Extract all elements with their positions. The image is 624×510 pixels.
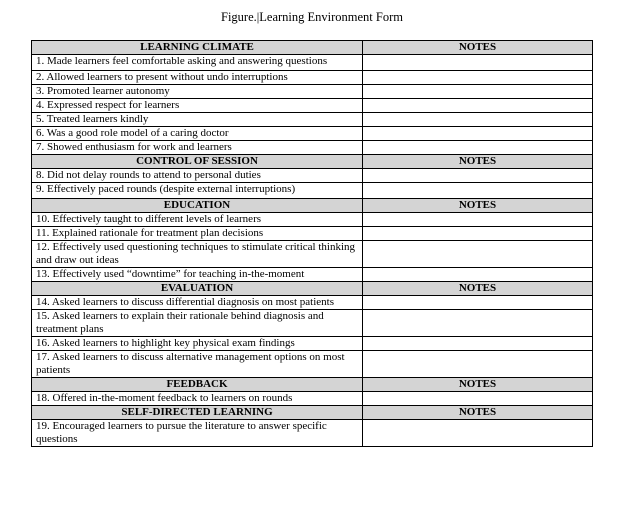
criterion-text: 13. Effectively used “downtime” for teaching in-the-moment: [32, 268, 363, 282]
form-body: [32, 41, 593, 447]
notes-cell[interactable]: [363, 71, 593, 85]
notes-cell[interactable]: [363, 227, 593, 241]
table-row: [32, 127, 593, 141]
criterion-text: 1. Made learners feel comfortable asking and answering questions: [32, 55, 363, 71]
criterion-text: 3. Promoted learner autonomy: [32, 85, 363, 99]
table-row: [32, 99, 593, 113]
notes-cell[interactable]: [363, 127, 593, 141]
section-header-row: [32, 199, 593, 213]
criterion-text: 18. Offered in-the-moment feedback to learners on rounds: [32, 392, 363, 406]
table-row: [32, 227, 593, 241]
criterion-text: 12. Effectively used questioning techniques to stimulate critical thinking and draw out ideas: [32, 241, 363, 268]
section-header-row: [32, 378, 593, 392]
criterion-text: 10. Effectively taught to different levels of learners: [32, 213, 363, 227]
section-heading: LEARNING CLIMATE: [32, 41, 363, 55]
table-row: [32, 420, 593, 447]
notes-cell[interactable]: [363, 55, 593, 71]
notes-cell[interactable]: [363, 351, 593, 378]
table-row: [32, 55, 593, 71]
criterion-text: 14. Asked learners to discuss differential diagnosis on most patients: [32, 296, 363, 310]
table-row: [32, 71, 593, 85]
table-row: [32, 296, 593, 310]
criterion-text: 17. Asked learners to discuss alternative management options on most patients: [32, 351, 363, 378]
notes-cell[interactable]: [363, 310, 593, 337]
notes-cell[interactable]: [363, 337, 593, 351]
notes-cell[interactable]: [363, 169, 593, 183]
notes-column-header: NOTES: [363, 41, 593, 55]
criterion-text: 4. Expressed respect for learners: [32, 99, 363, 113]
criterion-text: 5. Treated learners kindly: [32, 113, 363, 127]
notes-cell[interactable]: [363, 85, 593, 99]
notes-cell[interactable]: [363, 241, 593, 268]
table-row: [32, 241, 593, 268]
table-row: [32, 213, 593, 227]
section-heading: SELF-DIRECTED LEARNING: [32, 406, 363, 420]
notes-cell[interactable]: [363, 99, 593, 113]
section-heading: CONTROL OF SESSION: [32, 155, 363, 169]
notes-cell[interactable]: [363, 141, 593, 155]
notes-column-header: NOTES: [363, 199, 593, 213]
notes-cell[interactable]: [363, 183, 593, 199]
section-header-row: [32, 155, 593, 169]
notes-cell[interactable]: [363, 392, 593, 406]
learning-environment-form-table: [31, 40, 593, 447]
criterion-text: 11. Explained rationale for treatment plan decisions: [32, 227, 363, 241]
notes-cell[interactable]: [363, 113, 593, 127]
table-row: [32, 169, 593, 183]
criterion-text: 7. Showed enthusiasm for work and learners: [32, 141, 363, 155]
criterion-text: 19. Encouraged learners to pursue the literature to answer specific questions: [32, 420, 363, 447]
section-header-row: [32, 282, 593, 296]
table-row: [32, 337, 593, 351]
notes-column-header: NOTES: [363, 155, 593, 169]
table-row: [32, 113, 593, 127]
criterion-text: 8. Did not delay rounds to attend to personal duties: [32, 169, 363, 183]
criterion-text: 15. Asked learners to explain their rationale behind diagnosis and treatment plans: [32, 310, 363, 337]
table-row: [32, 351, 593, 378]
notes-column-header: NOTES: [363, 406, 593, 420]
table-row: [32, 392, 593, 406]
section-heading: FEEDBACK: [32, 378, 363, 392]
table-row: [32, 141, 593, 155]
notes-cell[interactable]: [363, 213, 593, 227]
notes-cell[interactable]: [363, 420, 593, 447]
section-header-row: [32, 41, 593, 55]
notes-cell[interactable]: [363, 268, 593, 282]
criterion-text: 2. Allowed learners to present without undo interruptions: [32, 71, 363, 85]
criterion-text: 9. Effectively paced rounds (despite external interruptions): [32, 183, 363, 199]
notes-column-header: NOTES: [363, 378, 593, 392]
notes-cell[interactable]: [363, 296, 593, 310]
section-heading: EVALUATION: [32, 282, 363, 296]
criterion-text: 16. Asked learners to highlight key physical exam findings: [32, 337, 363, 351]
table-row: [32, 85, 593, 99]
section-heading: EDUCATION: [32, 199, 363, 213]
table-row: [32, 310, 593, 337]
form-title: Figure.|Learning Environment Form: [221, 10, 403, 24]
table-row: [32, 183, 593, 199]
table-row: [32, 268, 593, 282]
section-header-row: [32, 406, 593, 420]
criterion-text: 6. Was a good role model of a caring doctor: [32, 127, 363, 141]
notes-column-header: NOTES: [363, 282, 593, 296]
